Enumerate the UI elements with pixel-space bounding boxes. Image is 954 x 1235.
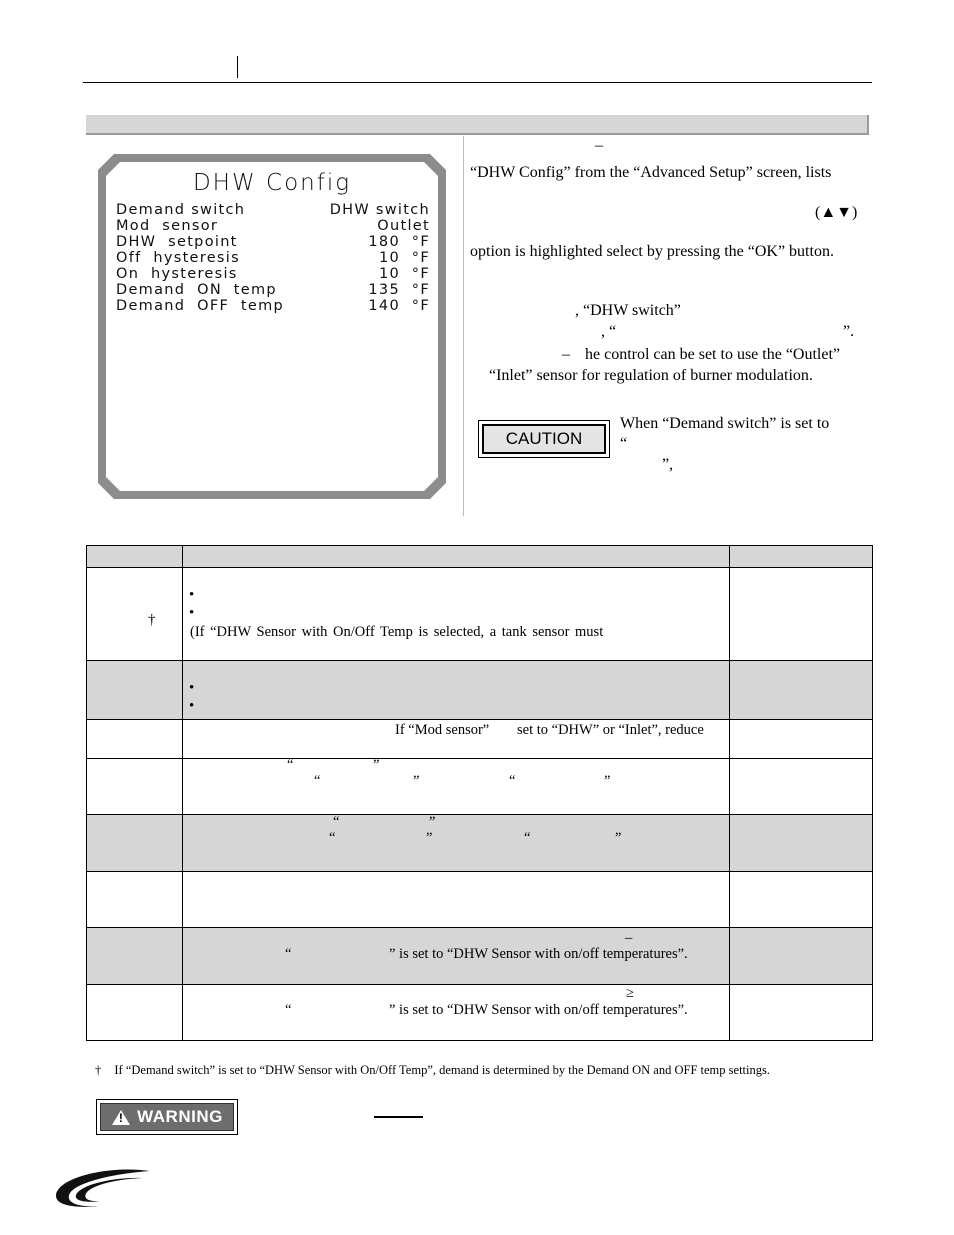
setting-row-demand-off-temp[interactable] — [116, 298, 430, 314]
table-cell — [87, 720, 183, 759]
quote-open: “ — [329, 830, 336, 846]
footnote-text: If “Demand switch” is set to “DHW Sensor with On/Off Temp”, demand is determined by the Demand ON and OFF temp settings. — [114, 1063, 770, 1077]
table-row — [87, 872, 873, 928]
quote-close: ” — [426, 830, 433, 846]
table-cell — [730, 872, 873, 928]
warning-underline — [374, 1116, 423, 1118]
table-cell — [183, 759, 730, 815]
setting-value: 140 °F — [368, 298, 430, 314]
caution-label: CAUTION — [482, 424, 606, 454]
quote-open: “ — [509, 773, 516, 789]
setting-label: Mod sensor — [116, 218, 219, 234]
footnote-dagger: † — [95, 1063, 102, 1077]
table-cell — [87, 759, 183, 815]
table-cell — [87, 985, 183, 1041]
arrow-keys-glyph: (▲▼) — [815, 204, 858, 221]
table-cell — [183, 985, 730, 1041]
dhw-sensor-note: ” is set to “DHW Sensor with on/off temperatures”. — [389, 1002, 688, 1018]
settings-table — [86, 545, 873, 1041]
table-cell — [730, 759, 873, 815]
description-line-3: option is highlighted select by pressing the “OK” button. — [470, 243, 834, 260]
warning-triangle-icon — [111, 1109, 131, 1126]
table-cell — [183, 720, 730, 759]
caution-text-3: ”, — [662, 456, 674, 473]
bullet-item — [183, 681, 729, 699]
quote-open: “ — [285, 1002, 292, 1018]
header-separator-tick — [237, 56, 238, 78]
setting-row-off-hysteresis[interactable] — [116, 250, 430, 266]
caution-text-2: “ — [620, 435, 628, 452]
table-cell — [183, 872, 730, 928]
setting-label: Off hysteresis — [116, 250, 240, 266]
quote-open: “ — [285, 946, 292, 962]
table-header-cell — [87, 546, 183, 568]
dagger-mark: † — [148, 612, 156, 628]
quote-open: “ — [287, 757, 294, 773]
table-cell — [730, 661, 873, 720]
table-cell — [183, 568, 730, 661]
table-header-cell — [730, 546, 873, 568]
table-cell — [183, 928, 730, 985]
table-row — [87, 985, 873, 1041]
table-cell — [730, 985, 873, 1041]
setting-value: 10 °F — [378, 250, 430, 266]
quote-open: “ — [333, 814, 340, 830]
mod-sensor-text-2: “Inlet” sensor for regulation of burner modulation. — [489, 367, 813, 384]
setting-row-demand-switch[interactable] — [116, 202, 430, 218]
caution-text-1: When “Demand switch” is set to — [620, 415, 830, 432]
table-cell — [87, 928, 183, 985]
quote-close: ” — [604, 773, 611, 789]
table-cell — [183, 661, 730, 720]
setting-value: 135 °F — [368, 282, 430, 298]
description-line-1: “DHW Config” from the “Advanced Setup” screen, lists — [470, 164, 832, 181]
setting-value: DHW switch — [329, 202, 430, 218]
setting-row-dhw-setpoint[interactable] — [116, 234, 430, 250]
warning-icon-glyph: ! — [118, 1110, 124, 1125]
setting-value: Outlet — [377, 218, 430, 234]
section-header-bar — [86, 115, 869, 135]
column-divider — [463, 136, 464, 516]
quote-fragment-open: , “ — [601, 323, 617, 340]
mod-sensor-note-b: set to “DHW” or “Inlet”, reduce — [517, 722, 704, 738]
table-header-row — [87, 546, 873, 568]
table-cell — [730, 720, 873, 759]
table-cell — [730, 568, 873, 661]
quote-open: “ — [524, 830, 531, 846]
table-cell — [730, 815, 873, 872]
bullet-item — [183, 699, 729, 717]
brand-logo — [50, 1165, 155, 1215]
tank-sensor-note: (If “DHW Sensor with On/Off Temp is selected, a tank sensor must — [190, 624, 604, 640]
table-cell — [87, 661, 183, 720]
setting-row-mod-sensor[interactable] — [116, 218, 430, 234]
quote-close: ” — [413, 773, 420, 789]
quote-close: ” — [429, 814, 436, 830]
setting-row-demand-on-temp[interactable] — [116, 282, 430, 298]
table-row — [87, 568, 873, 661]
warning-label: WARNING — [137, 1107, 223, 1126]
setting-row-on-hysteresis[interactable] — [116, 266, 430, 282]
screen-title: DHW Config — [192, 170, 352, 196]
mod-sensor-dash: – — [562, 346, 570, 363]
setting-label: Demand OFF temp — [116, 298, 285, 314]
footnote — [95, 1063, 770, 1078]
table-cell — [183, 815, 730, 872]
greater-equal-mark: ≥ — [626, 985, 634, 1001]
table-cell — [730, 928, 873, 985]
table-row — [87, 661, 873, 720]
warning-badge — [96, 1099, 238, 1135]
warning-inner — [100, 1103, 234, 1131]
setting-label: Demand switch — [116, 202, 246, 218]
demand-switch-fragment: , “DHW switch” — [575, 302, 681, 319]
dhw-sensor-note: ” is set to “DHW Sensor with on/off temperatures”. — [389, 946, 688, 962]
description-dash: – — [595, 137, 603, 154]
table-row — [87, 815, 873, 872]
dash-mark: – — [625, 930, 633, 946]
setting-value: 180 °F — [368, 234, 430, 250]
table-header-cell — [183, 546, 730, 568]
setting-label: DHW setpoint — [116, 234, 238, 250]
lcd-screen — [96, 152, 448, 501]
setting-label: On hysteresis — [116, 266, 238, 282]
mod-sensor-note-a: If “Mod sensor” — [395, 722, 490, 738]
caution-badge — [478, 420, 610, 458]
quote-open: “ — [314, 773, 321, 789]
setting-value: 10 °F — [378, 266, 430, 282]
table-row — [87, 928, 873, 985]
table-row — [87, 759, 873, 815]
mod-sensor-text: he control can be set to use the “Outlet” — [585, 346, 841, 363]
table-cell — [87, 815, 183, 872]
header-rule — [83, 82, 872, 83]
quote-close: ” — [615, 830, 622, 846]
setting-label: Demand ON temp — [116, 282, 277, 298]
table-row — [87, 720, 873, 759]
quote-fragment-close: ”. — [843, 323, 855, 340]
table-cell — [87, 568, 183, 661]
bullet-item — [183, 606, 729, 624]
bullet-item — [183, 588, 729, 606]
table-cell — [87, 872, 183, 928]
quote-close: ” — [373, 757, 380, 773]
